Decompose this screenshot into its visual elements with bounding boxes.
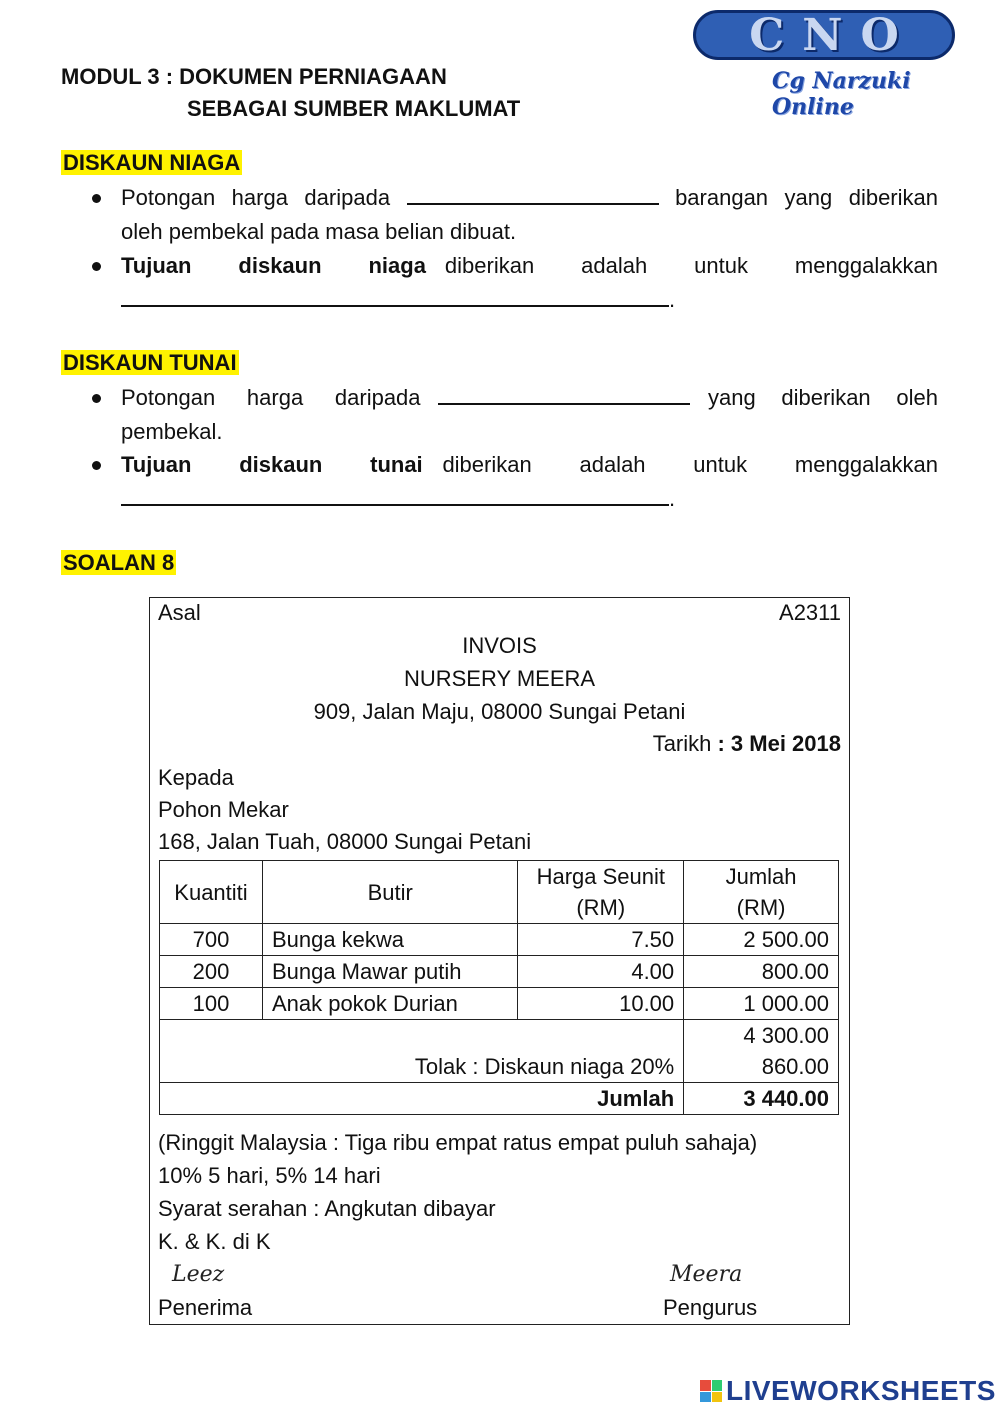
column-header-item: Butir <box>262 861 517 924</box>
discount-label: Tolak : Diskaun niaga 20% <box>160 1051 684 1083</box>
column-header-amount: Jumlah (RM) <box>684 861 839 924</box>
manager-signature: Meera <box>670 1262 743 1287</box>
answer-blank[interactable] <box>121 486 669 506</box>
cash-discount-terms: 10% 5 hari, 5% 14 hari <box>158 1163 381 1188</box>
total-label: Jumlah <box>160 1083 684 1115</box>
section-heading-tunai: DISKAUN TUNAI <box>63 350 237 375</box>
recipient-name: Pohon Mekar <box>158 797 289 822</box>
invoice-items-table <box>159 860 839 1115</box>
company-address: 909, Jalan Maju, 08000 Sungai Petani <box>313 699 686 724</box>
subtotal-row <box>160 1020 839 1052</box>
delivery-terms: Syarat serahan : Angkutan dibayar <box>158 1196 496 1221</box>
tunai-bullet-2-line-1: Tujuan diskaun tunai diberikan adalah untuk menggalakkan <box>121 452 938 477</box>
receiver-signature: Leez <box>172 1262 225 1287</box>
liveworksheets-icon <box>700 1380 722 1402</box>
subtotal-value: 4 300.00 <box>684 1020 839 1052</box>
eoe-note: K. & K. di K <box>158 1229 271 1254</box>
receiver-label: Penerima <box>158 1295 253 1320</box>
total-row <box>160 1083 839 1115</box>
bullet-icon <box>92 262 101 271</box>
invoice-date: Tarikh : 3 Mei 2018 <box>652 731 841 756</box>
question-label: SOALAN 8 <box>63 550 175 575</box>
bullet-icon <box>92 461 101 470</box>
amount-in-words: (Ringgit Malaysia : Tiga ribu empat ratus empat puluh sahaja) <box>158 1130 758 1155</box>
section-heading-niaga: DISKAUN NIAGA <box>63 150 241 175</box>
logo-subtitle: Cg Narzuki Online <box>772 68 911 120</box>
tunai-bullet-2-line-2: . <box>121 482 675 516</box>
bullet-icon <box>92 194 101 203</box>
column-header-unit-price: Harga Seunit (RM) <box>518 861 684 924</box>
recipient-label: Kepada <box>158 765 234 790</box>
table-row: 700 Bunga kekwa 7.50 2 500.00 <box>160 924 839 956</box>
invoice-copy-label: Asal <box>158 600 201 625</box>
cno-logo <box>693 10 955 60</box>
tunai-bullet-1-line-2: pembekal. <box>121 419 223 444</box>
invoice-number: A2311 <box>779 600 841 625</box>
table-row: 200 Bunga Mawar putih 4.00 800.00 <box>160 956 839 988</box>
tunai-bullet-1-line-1: Potongan harga daripada yang diberikan oleh <box>121 385 938 410</box>
niaga-bullet-2-line-1: Tujuan diskaun niaga diberikan adalah untuk menggalakkan <box>121 253 938 278</box>
liveworksheets-logo: LIVEWORKSHEETS <box>700 1376 996 1406</box>
invoice-title: INVOIS <box>462 633 537 658</box>
answer-blank[interactable] <box>438 385 690 405</box>
answer-blank[interactable] <box>121 287 669 307</box>
recipient-address: 168, Jalan Tuah, 08000 Sungai Petani <box>158 829 532 854</box>
module-title: MODUL 3 : DOKUMEN PERNIAGAAN <box>61 64 447 89</box>
manager-label: Pengurus <box>663 1295 758 1320</box>
niaga-bullet-1-line-1: Potongan harga daripada barangan yang diberikan <box>121 185 938 210</box>
discount-row <box>160 1051 839 1083</box>
module-subtitle: SEBAGAI SUMBER MAKLUMAT <box>187 96 521 121</box>
total-value: 3 440.00 <box>684 1083 839 1115</box>
niaga-bullet-2-line-2: . <box>121 283 675 317</box>
answer-blank[interactable] <box>407 185 659 205</box>
company-name: NURSERY MEERA <box>403 666 596 691</box>
table-row: 100 Anak pokok Durian 10.00 1 000.00 <box>160 988 839 1020</box>
table-header-row <box>160 861 839 924</box>
invoice <box>149 597 850 1325</box>
logo-text: CNO <box>749 9 917 61</box>
niaga-bullet-1-line-2: oleh pembekal pada masa belian dibuat. <box>121 219 517 244</box>
column-header-qty: Kuantiti <box>160 861 263 924</box>
discount-value: 860.00 <box>684 1051 839 1083</box>
bullet-icon <box>92 394 101 403</box>
